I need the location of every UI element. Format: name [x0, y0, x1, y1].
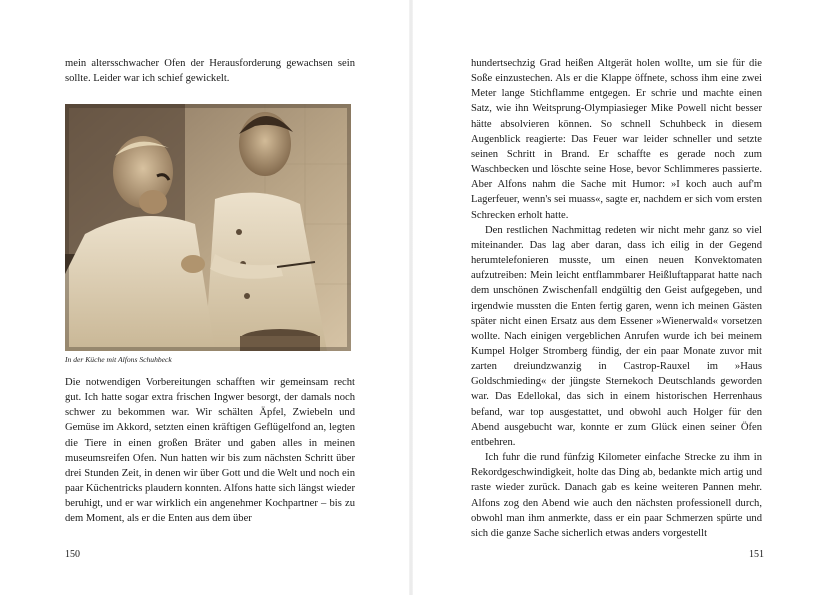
- right-page: [411, 0, 822, 595]
- right-paragraph-3: Ich fuhr die rund fünfzig Kilometer einfache Strecke zu ihm in Rekordgeschwindigkeit, holte das Ding ab, bedankte mich artig und raste wieder zurück. Danach gab es keine weiteren Pannen mehr. Alfons zog den Abend wie auch den nächsten professionell durch, obwohl man ihm anmerkte, dass er ein paar Schmerzen spürte und sich die ganze Sache sicherlich etwas anders vorgestellt: [471, 452, 762, 539]
- chefs-photo-image: [65, 104, 351, 351]
- left-intro-text: [65, 56, 355, 86]
- left-body-text: [65, 375, 355, 527]
- photo-caption: In der Küche mit Alfons Schuhbeck: [65, 355, 172, 364]
- right-body-text: [471, 56, 762, 541]
- right-paragraph-1: hundertsechzig Grad heißen Altgerät holen wollte, um sie für die Soße einzustechen. Als er die Klappe öffnete, schoss ihm eine zwei Meter lange Stichflamme entgegen. Er schrie und machte einen Satz, wie ihn Weitsprung-Olympiasieger Mike Powell nicht besser hätte absolvieren können. So schnell Schuhbeck in diesem Augenblick reagierte: Das Feuer war leider schneller und setzte seinen Schritt in Brand. Er schaffte es gerade noch zum Waschbecken und löschte seine Hose, bevor Schlimmeres passierte. Aber Alfons nahm die Sache mit Humor: »I koch auch auf'm Lagerfeuer, wenn's sei muass«, sagte er, nachdem er sich vom ersten Schrecken erholt hatte.: [471, 58, 762, 221]
- page-number-right: 151: [749, 549, 764, 560]
- chefs-photo: [65, 104, 351, 351]
- left-intro-paragraph: mein altersschwacher Ofen der Herausforderung gewachsen sein sollte. Leider war ich schief gewickelt.: [65, 58, 355, 85]
- right-paragraph-2: Den restlichen Nachmittag redeten wir nicht mehr ganz so viel miteinander. Das lag aber daran, dass ich eilig in der Gegend herumtelefonieren musste, um einen neuen Konvektomaten aufzutreiben: Mein leicht entflammbarer Heißluftapparat hatte nach dem unschönen Zwischenfall endgültig den Geist aufgegeben, und irgendwie mussten die Enten fertig garen, wenn ich meinen Gästen später nicht einen Ersatz aus dem Essener »Wienerwald« vorsetzen wollte. Nach einigen vergeblichen Anrufen wurde ich bei meinem Kumpel Holger Stromberg fündig, der ein paar Monate zuvor mit zarten dreiundzwanzig in Castrop-Rauxel im »Haus Goldschmieding« der jüngste Sternekoch Deutschlands geworden war. Das Edellokal, das sich in einem historischen Herrenhaus befand, war top ausgestattet, und obwohl auch Holger für den Abend ausgebucht war, konnte er zum Glück einen seiner Öfen entbehren.: [471, 224, 762, 448]
- left-body-paragraph: Die notwendigen Vorbereitungen schafften wir gemeinsam recht gut. Ich hatte sogar extra frischen Ingwer besorgt, der damals noch schwer zu bekommen war. Wir schälten Äpfel, Zwiebeln und Gemüse im Akkord, setzten einen kräftigen Geflügelfond an, legten die Tiere in einen großen Bräter und gaben alles in meinen museumsreifen Ofen. Nun hatten wir bis zum nächsten Schritt über drei Stunden Zeit, in denen wir über Gott und die Welt und noch ein paar Küchentricks plaudern konnten. Alfons hatte sich längst wieder beruhigt, und er war wirklich ein angenehmer Kochpartner – bis zu dem Moment, als er die Enten aus dem über: [65, 377, 355, 525]
- page-number-left: 150: [65, 549, 80, 560]
